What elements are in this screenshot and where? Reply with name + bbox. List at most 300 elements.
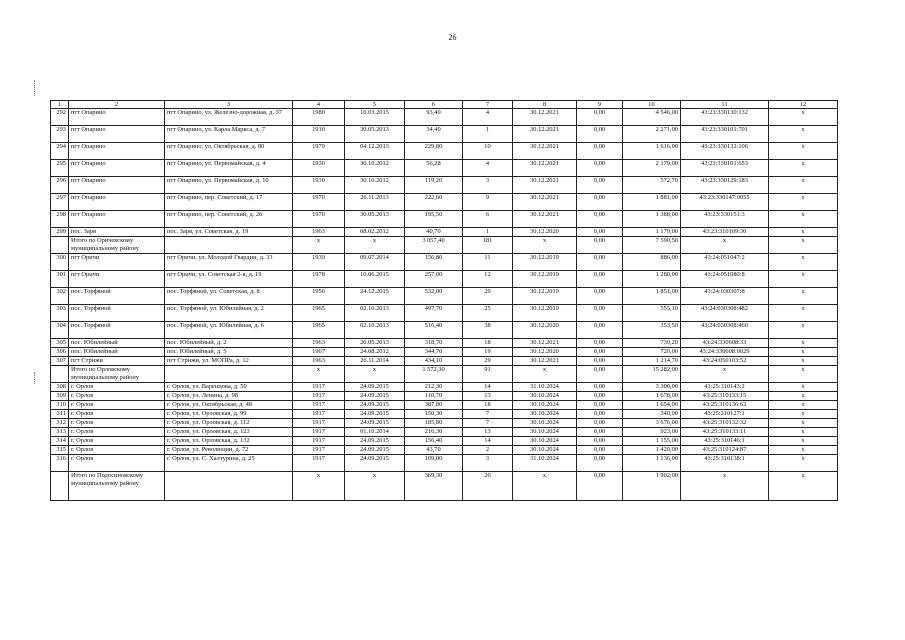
table-cell: 04.12.2013 — [345, 143, 405, 160]
table-cell: 1917 — [293, 437, 345, 446]
table-cell: 91 — [463, 366, 513, 383]
table-cell: 30.12.2021 — [513, 143, 577, 160]
table-cell: х — [513, 366, 577, 383]
table-cell: 300 — [51, 254, 69, 271]
table-cell: 30.12.2019 — [513, 271, 577, 288]
table-cell: 3 — [463, 177, 513, 194]
table-cell: 30.12.2020 — [513, 228, 577, 237]
table-cell: 0,00 — [577, 437, 623, 446]
table-cell: х — [769, 254, 838, 271]
table-row — [51, 126, 838, 143]
table-cell: 25 — [463, 305, 513, 322]
table-cell: 24.09.2015 — [345, 392, 405, 401]
table-cell: 1 572,30 — [405, 366, 463, 383]
table-cell: 43:24:051080:8 — [681, 271, 769, 288]
table-cell: г. Орлов — [69, 446, 165, 455]
table-cell: г. Орлов, ул. Орловская, д. 99 — [165, 410, 293, 419]
table-cell: пос. Торфяной — [69, 305, 165, 322]
table-cell: х — [769, 288, 838, 305]
table-cell: 304 — [51, 322, 69, 339]
table-cell: г. Орлов — [69, 419, 165, 428]
table-cell: 0,00 — [577, 143, 623, 160]
table-cell: 7 — [463, 419, 513, 428]
table-cell: 1 — [463, 126, 513, 143]
table-cell: 296 — [51, 177, 69, 194]
table-cell: 257,00 — [405, 271, 463, 288]
table-cell: 0,00 — [577, 410, 623, 419]
table-cell: 10.03.2015 — [345, 109, 405, 126]
table-cell: 1963 — [293, 228, 345, 237]
table-cell: 0,00 — [577, 194, 623, 211]
table-cell: 181 — [463, 237, 513, 254]
table-cell: 43:23:330147:0055 — [681, 194, 769, 211]
table-cell: 30.12.2021 — [513, 211, 577, 228]
table-cell: 1978 — [293, 271, 345, 288]
table-cell: х — [769, 428, 838, 437]
table-cell: 0,00 — [577, 419, 623, 428]
table-cell: г. Орлов, ул. Орловская, д. 132 — [165, 437, 293, 446]
table-cell: 30.12.2020 — [513, 322, 577, 339]
table-cell: 0,00 — [577, 348, 623, 357]
table-cell: 434,10 — [405, 357, 463, 366]
table-cell: 18 — [463, 339, 513, 348]
table-cell: 1965 — [293, 322, 345, 339]
table-cell: 2 271,00 — [623, 126, 681, 143]
table-cell: 299 — [51, 228, 69, 237]
table-cell: 43:25:310136:62 — [681, 401, 769, 410]
table-cell: 298 — [51, 211, 69, 228]
table-row — [51, 160, 838, 177]
table-cell: 24.09.2015 — [345, 446, 405, 455]
table-cell: 43:24:050103:52 — [681, 357, 769, 366]
table-cell: 26.11.2013 — [345, 194, 405, 211]
table-cell: х — [769, 383, 838, 392]
table-cell: пгт Опарино — [69, 160, 165, 177]
table-cell: 1917 — [293, 419, 345, 428]
table-cell: х — [293, 366, 345, 383]
table-cell: х — [769, 177, 838, 194]
table-cell: пгт Опарино, ул. Первомайская, д. 10 — [165, 177, 293, 194]
table-cell: 1 214,70 — [623, 357, 681, 366]
table-cell: г. Орлов — [69, 392, 165, 401]
table-row — [51, 194, 838, 211]
table-row — [51, 410, 838, 419]
table-cell: 156,80 — [405, 254, 463, 271]
table-cell: 353,50 — [623, 322, 681, 339]
table-cell: 312 — [51, 419, 69, 428]
table-cell: 0,00 — [577, 160, 623, 177]
table-cell: х — [293, 472, 345, 501]
table-cell: 18 — [463, 401, 513, 410]
table-cell: 30.10.2012 — [345, 160, 405, 177]
table-row — [51, 237, 838, 254]
table-cell: 150,30 — [405, 410, 463, 419]
table-cell: пгт Стрижи, ул. МОПРа, д. 12 — [165, 357, 293, 366]
table-cell: 1917 — [293, 410, 345, 419]
table-cell: 4 — [463, 160, 513, 177]
table-row — [51, 228, 838, 237]
table-cell: 24.09.2015 — [345, 455, 405, 472]
table-cell: х — [769, 419, 838, 428]
table-cell: 20.05.2013 — [345, 339, 405, 348]
table-cell: 43:23:330132:106 — [681, 143, 769, 160]
table-cell: 119,20 — [405, 177, 463, 194]
table-cell: 1939 — [293, 254, 345, 271]
table-cell: 310 — [51, 401, 69, 410]
table-cell: х — [769, 237, 838, 254]
table-cell: 30.12.2021 — [513, 109, 577, 126]
table-cell: х — [769, 348, 838, 357]
table-cell: г. Орлов — [69, 428, 165, 437]
table-cell: 0,00 — [577, 455, 623, 472]
table-cell: 40,70 — [405, 228, 463, 237]
table-cell: 30.12.2021 — [513, 339, 577, 348]
table-cell: пгт Опарино, ул. Железно-дорожная, д. 37 — [165, 109, 293, 126]
table-cell: г. Орлов — [69, 383, 165, 392]
table-cell: 1917 — [293, 428, 345, 437]
table-cell: 11 — [463, 254, 513, 271]
table-cell: пгт Опарино — [69, 177, 165, 194]
table-cell: пгт Оричи, ул. Советская 2-я, д. 19 — [165, 271, 293, 288]
table-cell: 216,30 — [405, 428, 463, 437]
table-cell: 302 — [51, 288, 69, 305]
table-row — [51, 366, 838, 383]
table-cell: 31.10.2024 — [513, 383, 577, 392]
table-cell: 43:24:030307:8 — [681, 288, 769, 305]
table-cell: 0,00 — [577, 401, 623, 410]
table-cell: пгт Стрижи — [69, 357, 165, 366]
table-cell: 30.12.2019 — [513, 254, 577, 271]
column-header: 2 — [69, 101, 165, 109]
table-cell: 30.12.2021 — [513, 160, 577, 177]
table-cell: 1979 — [293, 143, 345, 160]
column-header: 9 — [577, 101, 623, 109]
table-cell: х — [769, 357, 838, 366]
table-row — [51, 339, 838, 348]
table-body — [51, 109, 838, 501]
table-cell: 1970 — [293, 211, 345, 228]
table-cell: 1 155,00 — [623, 437, 681, 446]
table-cell: 43:25:310127:1 — [681, 410, 769, 419]
table-cell: 185,80 — [405, 419, 463, 428]
table-cell: 30.10.2024 — [513, 419, 577, 428]
table-cell: пос. Торфяной, ул. Юбилейная, д. 6 — [165, 322, 293, 339]
table-cell: 0,00 — [577, 446, 623, 455]
table-cell: 10 — [463, 143, 513, 160]
column-header: 6 — [405, 101, 463, 109]
table-row — [51, 437, 838, 446]
table-cell: 43:23:330101:653 — [681, 160, 769, 177]
table-row — [51, 455, 838, 472]
page-number: 26 — [448, 33, 457, 42]
table-cell: 0,00 — [577, 322, 623, 339]
table-cell: 1 179,00 — [623, 228, 681, 237]
table-cell: 344,70 — [405, 348, 463, 357]
table-cell: 294 — [51, 143, 69, 160]
table-cell — [165, 237, 293, 254]
table-cell: 30.10.2024 — [513, 437, 577, 446]
column-header: 3 — [165, 101, 293, 109]
table-cell: 555,10 — [623, 305, 681, 322]
table-cell: 4 — [463, 109, 513, 126]
table-cell: 1963 — [293, 339, 345, 348]
table-cell: 1 — [463, 228, 513, 237]
table-cell: 30.05.2013 — [345, 211, 405, 228]
table-cell: г. Орлов, ул. Варенцова, д. 50 — [165, 383, 293, 392]
table-row — [51, 322, 838, 339]
table-cell: пос. Юбилейный — [69, 348, 165, 357]
table-cell: пгт Опарино, пер. Советский, д. 17 — [165, 194, 293, 211]
table-cell: 20 — [463, 472, 513, 501]
table-cell: 3 676,00 — [623, 419, 681, 428]
table-cell: пгт Опарино — [69, 126, 165, 143]
table-cell: 09.07.2014 — [345, 254, 405, 271]
table-cell: 311 — [51, 410, 69, 419]
table-row — [51, 428, 838, 437]
table-cell: 30.10.2024 — [513, 392, 577, 401]
table-cell: 1930 — [293, 177, 345, 194]
table-cell: пгт Опарино — [69, 143, 165, 160]
table-cell: пгт Опарино — [69, 211, 165, 228]
table-cell: 3 300,00 — [623, 383, 681, 392]
table-cell: 212,30 — [405, 383, 463, 392]
table-row — [51, 383, 838, 392]
table-cell: х — [293, 237, 345, 254]
table-cell: г. Орлов — [69, 455, 165, 472]
table-cell: 1 388,00 — [623, 211, 681, 228]
table-cell: х — [769, 472, 838, 501]
table-cell: 43:23:310109:30 — [681, 228, 769, 237]
column-header: 8 — [513, 101, 577, 109]
table-cell: 43:23:330151:3 — [681, 211, 769, 228]
table-cell: пгт Опарино — [69, 109, 165, 126]
table-cell: 30.10.2024 — [513, 410, 577, 419]
table-cell: х — [345, 366, 405, 383]
table-cell: 43:25:310133:15 — [681, 392, 769, 401]
table-cell: 1956 — [293, 288, 345, 305]
table-cell: 0,00 — [577, 357, 623, 366]
column-header: 5 — [345, 101, 405, 109]
table-cell: 0,00 — [577, 392, 623, 401]
table-cell: 43:23:330129:183 — [681, 177, 769, 194]
table-cell: 886,00 — [623, 254, 681, 271]
table-cell: 01.10.2014 — [345, 428, 405, 437]
table-cell: 1965 — [293, 305, 345, 322]
table-cell: 02.10.2013 — [345, 322, 405, 339]
table-cell: х — [681, 237, 769, 254]
table-cell: 516,40 — [405, 322, 463, 339]
table-cell: пос. Торфяной, ул. Советская, д. 8 — [165, 288, 293, 305]
table-cell: пос. Юбилейный — [69, 339, 165, 348]
table-cell: 24.09.2015 — [345, 383, 405, 392]
table-cell: 43:24:030308:482 — [681, 305, 769, 322]
table-cell: 1 616,00 — [623, 143, 681, 160]
table-cell: 12 — [463, 271, 513, 288]
table-cell: 24.09.2015 — [345, 410, 405, 419]
table-cell: 30.10.2012 — [345, 177, 405, 194]
table-cell: 24.09.2015 — [345, 419, 405, 428]
table-cell: 43:25:310143:2 — [681, 383, 769, 392]
table-cell: 109,00 — [405, 455, 463, 472]
table-cell: 387,80 — [405, 401, 463, 410]
table-cell: 293 — [51, 126, 69, 143]
table-cell: 0,00 — [577, 271, 623, 288]
table-cell: 720,00 — [623, 348, 681, 357]
table-cell: х — [769, 339, 838, 348]
table-cell: пос. Торфяной, ул. Юбилейная, д. 2 — [165, 305, 293, 322]
table-cell: 309 — [51, 392, 69, 401]
table-cell: 0,00 — [577, 428, 623, 437]
table-cell: 1917 — [293, 383, 345, 392]
table-cell: 14 — [463, 383, 513, 392]
table-cell: 29 — [463, 288, 513, 305]
table-cell: 43:25:310133:11 — [681, 428, 769, 437]
column-header: 12 — [769, 101, 838, 109]
table-cell: х — [769, 271, 838, 288]
table-row — [51, 348, 838, 357]
table-cell: 38 — [463, 322, 513, 339]
table-cell: пгт Оричи, ул. Молодой Гвардии, д. 33 — [165, 254, 293, 271]
column-header: 4 — [293, 101, 345, 109]
table-cell: 497,70 — [405, 305, 463, 322]
table-cell: 34,40 — [405, 126, 463, 143]
table-cell: 29 — [463, 357, 513, 366]
table-cell: 30.10.2024 — [513, 428, 577, 437]
table-cell: 1930 — [293, 160, 345, 177]
table-cell: пос. Юбилейный, д. 2 — [165, 339, 293, 348]
table-row — [51, 254, 838, 271]
table-cell: х — [513, 237, 577, 254]
table-cell: 1 280,00 — [623, 271, 681, 288]
table-cell: х — [769, 401, 838, 410]
table-cell: 295 — [51, 160, 69, 177]
table-cell: х — [769, 437, 838, 446]
table-cell: г. Орлов — [69, 410, 165, 419]
table-cell: 6 — [463, 211, 513, 228]
table-cell: пос. Заря — [69, 228, 165, 237]
table-cell: 43:25:310124:87 — [681, 446, 769, 455]
table-cell: 308 — [51, 383, 69, 392]
table-cell: 314 — [51, 437, 69, 446]
table-cell: 43:24:330608:0029 — [681, 348, 769, 357]
table-cell: 43,70 — [405, 446, 463, 455]
table-cell: 1 851,00 — [623, 288, 681, 305]
table-cell: 0,00 — [577, 288, 623, 305]
table-cell: 13 — [463, 428, 513, 437]
table-cell: 24.12.2015 — [345, 288, 405, 305]
table-cell: 229,80 — [405, 143, 463, 160]
table-cell: 43:25:310138:1 — [681, 455, 769, 472]
table-cell: 1917 — [293, 401, 345, 410]
table-cell: 7 — [463, 410, 513, 419]
table-cell: г. Орлов, ул. Орловская, д. 123 — [165, 428, 293, 437]
table-cell — [165, 472, 293, 501]
table-cell: 369,30 — [405, 472, 463, 501]
table-cell: х — [681, 366, 769, 383]
table-cell: 1 420,00 — [623, 446, 681, 455]
table-cell: 30.12.2021 — [513, 177, 577, 194]
table-cell: пгт Опарино, ул. Первомайская, д. 4 — [165, 160, 293, 177]
table-row — [51, 177, 838, 194]
table-cell: 24.08.2012 — [345, 348, 405, 357]
table-cell: 24.09.2015 — [345, 437, 405, 446]
table-cell: 1970 — [293, 194, 345, 211]
table-cell: 30.12.2021 — [513, 357, 577, 366]
table-cell: 0,00 — [577, 228, 623, 237]
table-cell: 02.10.2013 — [345, 305, 405, 322]
table-cell: г. Орлов, ул. С. Халтурина, д. 25 — [165, 455, 293, 472]
table-row — [51, 357, 838, 366]
table-cell: 303 — [51, 305, 69, 322]
table-cell: 14 — [463, 437, 513, 446]
table-row — [51, 392, 838, 401]
table-cell: 532,00 — [405, 288, 463, 305]
table-cell: пгт Опарино — [69, 194, 165, 211]
table-cell: г. Орлов, ул. Октябрьская, д. 48 — [165, 401, 293, 410]
table-cell: х — [769, 410, 838, 419]
table-cell: пос. Заря, ул. Советская, д. 19 — [165, 228, 293, 237]
table-cell: х — [769, 455, 838, 472]
table-cell: 3 057,40 — [405, 237, 463, 254]
table-cell: х — [769, 126, 838, 143]
table-cell: х — [769, 143, 838, 160]
table-cell: х — [345, 237, 405, 254]
table-cell: 13 — [463, 392, 513, 401]
table-row — [51, 271, 838, 288]
table-cell: 3 — [463, 455, 513, 472]
table-cell: 301 — [51, 271, 69, 288]
table-cell: 1963 — [293, 357, 345, 366]
table-cell: пгт Опарино, пер. Советский, д. 26 — [165, 211, 293, 228]
table-cell: 923,00 — [623, 428, 681, 437]
table-cell: 0,00 — [577, 339, 623, 348]
table-cell: х — [769, 322, 838, 339]
table-cell: 43:23:330130:132 — [681, 109, 769, 126]
table-cell: 0,00 — [577, 366, 623, 383]
table-cell: х — [769, 228, 838, 237]
table-cell: 1980 — [293, 109, 345, 126]
table-cell: 43:25:310146:1 — [681, 437, 769, 446]
table-cell: х — [769, 211, 838, 228]
table-cell: г. Орлов, ул. Ленина, д. 98 — [165, 392, 293, 401]
table-cell: 572,70 — [623, 177, 681, 194]
table-cell: пос. Торфяной — [69, 288, 165, 305]
table-cell: 43:24:030308:460 — [681, 322, 769, 339]
table-cell: х — [769, 109, 838, 126]
table-cell: 43:24:330608:33 — [681, 339, 769, 348]
table-cell: 305 — [51, 339, 69, 348]
table-cell: 26.11.2014 — [345, 357, 405, 366]
table-cell: 1 136,00 — [623, 455, 681, 472]
table-cell: 730,20 — [623, 339, 681, 348]
table-row — [51, 288, 838, 305]
table-cell: 1967 — [293, 348, 345, 357]
table-cell: 292 — [51, 109, 69, 126]
table-cell: 43:25:310132:32 — [681, 419, 769, 428]
table-cell — [51, 366, 69, 383]
table-cell: пгт Опарино, ул. Карла Маркса, д. 7 — [165, 126, 293, 143]
register-table — [50, 100, 838, 501]
table-cell: 30.12.2020 — [513, 348, 577, 357]
table-cell: х — [681, 472, 769, 501]
table-cell: Итого по Оричевскому муниципальному району — [69, 237, 165, 254]
table-cell: 30.10.2024 — [513, 401, 577, 410]
table-cell: 30.12.2021 — [513, 126, 577, 143]
table-cell: 195,50 — [405, 211, 463, 228]
table-row — [51, 472, 838, 501]
table-cell: 2 179,00 — [623, 160, 681, 177]
table-cell: 4 546,00 — [623, 109, 681, 126]
